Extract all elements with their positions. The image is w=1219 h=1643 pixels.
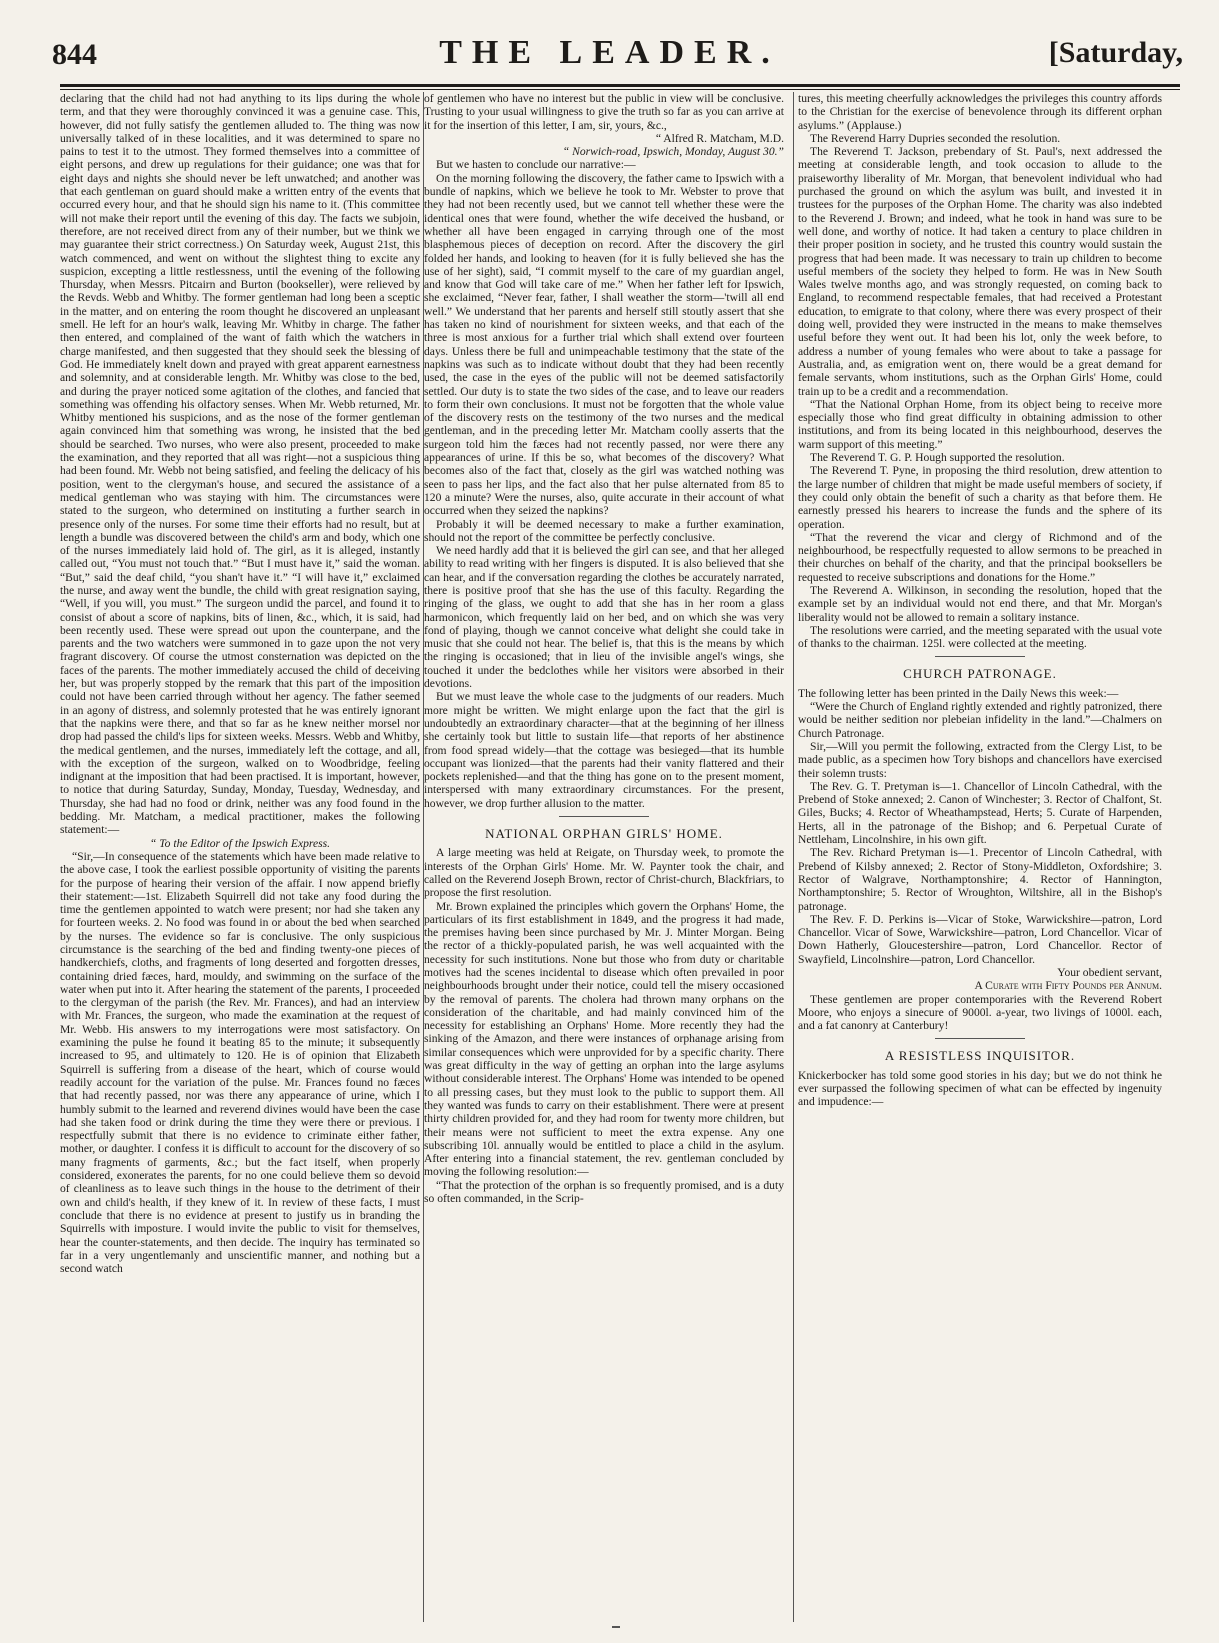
- section-title-resistless-inquisitor: A RESISTLESS INQUISITOR.: [884, 1048, 1076, 1064]
- article-paragraph: We need hardly add that it is believed the girl can see, and that her alleged ability to read writing with her fingers is disputed. It is also believed that she can hear, and if the conversation regarding the clothes be accurately narrated, there is positive proof that she has the use of this faculty. Regarding the ringing of the glass, we ought to add that she has in her room a glass harmonicon, which frequently laid on her bed, and on which she was very fond of playing, though we cannot conceive what delight she could take in music that she could not hear. The belief is, that this is the means by which the ringing is occasioned; that in lieu of the invisible angel's wings, she touched it under the bedclothes while her visitors were absorbed in their devotions.: [424, 544, 784, 691]
- letter-closing: Your obedient servant,: [1057, 966, 1162, 979]
- page-number: 844: [52, 38, 97, 71]
- letter-paragraph: of gentlemen who have no interest but the public in view will be conclusive. Trusting to your usual willingness to give the truth so far as you can arrive at it for the insertion of this letter, I am, sir, yours, &c.,: [424, 92, 784, 132]
- column-2: [424, 92, 784, 1622]
- resolution-quote: “That the reverend the vicar and clergy of Richmond and of the neighbourhood, be respectfully requested to allow sermons to be preached in their churches on behalf of the charity, and that the principal booksellers be requested to receive subscriptions and donations for the Home.”: [798, 530, 1162, 584]
- article-paragraph: The Reverend T. Jackson, prebendary of St. Paul's, next addressed the meeting at considerable length, and took occasion to allude to the praiseworthy liberality of Mr. Morgan, that benevolent individual who had purchased the ground on which the asylum was built, and invested it in trustees for the purposes of the Orphan Home. The charity was also indebted to the Reverend J. Brown; and indeed, what he took in hand was sure to be well done, and worthy of notice. It had taken a century to place children in their proper position in society, and he trusted this country would sustain the progress that had been made. It was necessary to train up children to become useful members of the society they helped to form. He was in New South Wales twelve months ago, and was strongly requested, on coming back to England, to recommend respectable females, that had received a Protestant education, to emigrate to that colony, where there was every prospect of their doing well, provided they were instructed in the means to make themselves useful before they went out. It had been his lot, only the week before, to address a number of young females who were about to take a passage for Australia, and, as emigration went on, there would be a great demand for female servants, whom institutions, such as the Orphan Girls' Home, could train up to be a credit and a recommendation.: [798, 145, 1162, 398]
- article-paragraph: The Reverend A. Wilkinson, in seconding the resolution, hoped that the example set by an individual would not end there, and that Mr. Morgan's liberality would not be allowed to remain a solitary instance.: [798, 583, 1162, 624]
- article-paragraph: The resolutions were carried, and the meeting separated with the usual vote of thanks to the chairman. 125l. were collected at the meeting.: [798, 623, 1162, 651]
- column-3: [798, 92, 1162, 1622]
- article-paragraph: But we hasten to conclude our narrative:—: [436, 158, 636, 172]
- article-paragraph: declaring that the child had not had anything to its lips during the whole term, and that they were thoroughly convinced it was a genuine case. This, however, did not fully satisfy the gentlemen alluded to. The thing was now universally talked of in these localities, and it was determined to spare no pains to test it to the utmost. They formed themselves into a committee of eight persons, and drew up regulations for their guidance; one was that for eight days and nights she should never be left unwatched; and another was that each gentleman on guard should make a written entry of the events that occurred every hour, and that he should sign his name to it. (This committee will not make their report until the evening of this day. The facts we subjoin, therefore, are not received direct from any of their number, but we think we may guarantee their strict correctness.) On Saturday week, August 21st, this watch commenced, and went on without the slightest thing to excite any suspicion, excepting a little restlessness, until the evening of the following Thursday, when Messrs. Pitcairn and Burton (bookseller), were relieved by the Revds. Webb and Whitby. The former gentleman had long been a sceptic in the matter, and on entering the room thought he discovered an unpleasant smell. He left for an hour's walk, leaving Mr. Whitby in charge. The father then entered, and complained of the want of faith which the watchers in charge manifested, and then suggested that they should seek the blessing of God. He immediately knelt down and prayed with great apparent earnestness and solemnity, and at considerable length. Mr. Whitby was close to the bed, and during the prayer noticed some agitation of the clothes, and fancied that something was offending his olfactory senses. When Mr. Webb returned, Mr. Whitby mentioned his suspicions, and as the nose of the former gentleman again convinced him that something was wrong, he insisted that the bed should be searched. Two nurses, who were also present, proceeded to make the examination, and they reported that all was right—not a suspicious thing had been found. Mr. Webb not being satisfied, and feeling the delicacy of his position, went to the clergyman's house, and secured the assistance of a medical gentleman who was staying with him. The circumstances were stated to the surgeon, who determined on instituting a further search in presence only of the nurses. For some time their efforts had no result, but at length a bundle was discovered between the child's arm and body, which one of the nurses immediately laid hold of. The girl, as it is alleged, instantly called out, “You must not touch that.” “But I must have it,” said the woman. “But,” said the deaf child, “you shan't have it.” “I will have it,” exclaimed the nurse, and away went the bundle, the child with great resignation saying, “Well, if you will, you must.” The surgeon undid the parcel, and found it to consist of about a score of napkins, bits of linen, &c., which, it is said, had been recently used. These were spread out upon the counterpane, and the parents and the two watchers were summoned in to gaze upon the not very fragrant discovery. Of course the utmost consternation was depicted on the faces of the parents. The mother immediately accused the child of deceiving her, but was properly stopped by the remark that this part of the imposition could not have been carried through without her agency. The father seemed in an agony of distress, and solemnly protested that he was entirely ignorant that the napkins were there, and that so far as he knew neither morsel nor drop had passed the child's lips for sixteen weeks. Messrs. Webb and Whitby, the medical gentlemen, and the nurses, immediately left the cottage, and all, with the exception of the surgeon, walked on to Woodbridge, feeling indignant at the imposition that had been practised. It is important, however, to notice that during Saturday, Sunday, Monday, Tuesday, Wednesday, and Thursday, she had had no food or drink, neither was any food found in the bedding. Mr. Matcham, a medical practitioner, makes the following statement:—: [60, 92, 420, 837]
- section-rule: [935, 656, 1025, 657]
- header-rule-thin: [60, 89, 1180, 90]
- article-paragraph: Knickerbocker has told some good stories in his day; but we do not think he ever surpassed the following specimen of what can be effected by ingenuity and impudence:—: [798, 1068, 1162, 1109]
- letter-signature: A Curate with Fifty Pounds per Annum.: [974, 979, 1162, 993]
- article-paragraph: The Reverend Harry Dupries seconded the resolution.: [810, 131, 1061, 145]
- article-paragraph: Mr. Brown explained the principles which govern the Orphans' Home, the particulars of its first establishment in 1849, and the progress it had made, the premises having been since purchased by Mr. J. Minter Morgan. Being the rector of a thickly-populated parish, he was well acquainted with the necessity for such institutions. None but those who from duty or charitable motives had the scenes incidental to disease which often prevailed in poor neighbourhoods brought under their notice, could tell the misery occasioned by the removal of parents. The cholera had thrown many orphans on the consideration of the charitable, and had mainly convinced him of the necessity for establishing an Orphans' Home. More recently they had the sinking of the Amazon, and there were instances of orphanage arising from similar consequences which were unprovided for by a specific charity. There was great difficulty in the way of getting an orphan into the large asylums without considerable interest. The Orphans' Home was intended to be opened to all pressing cases, but they must look to the public to support them. All they wanted was funds to carry on their establishment. There were at present thirty children provided for, and they had room for twenty more children, but their means were not sufficient to meet the extra expense. Any one subscribing 10l. annually would be entitled to place a child in the asylum. After entering into a financial statement, the rev. gentleman concluded by moving the following resolution:—: [424, 899, 784, 1179]
- letter-paragraph: The Rev. F. D. Perkins is—Vicar of Stoke, Warwickshire—patron, Lord Chancellor. Vicar of Sowe, Warwickshire—patron, Lord Chancellor. Vicar of Down Hatherly, Gloucestershire—patron, Lord Chancellor. Rector of Swayfield, Lincolnshire—patron, Lord Chancellor.: [798, 912, 1162, 966]
- article-paragraph: The Reverend T. Pyne, in proposing the third resolution, drew attention to the large number of children that might be made useful members of society, if they could only obtain the benefit of such a charity as that before them. He earnestly pressed his hearers to increase the funds and the sphere of its operation.: [798, 464, 1162, 531]
- article-paragraph: On the morning following the discovery, the father came to Ipswich with a bundle of napkins, which we believe he took to Mr. Webster to prove that they had not been recently used, but we cannot tell whether these were the identical ones that were found, whether the wife deceived the husband, or whether all have been engaged in carrying through one of the most blasphemous pieces of deception on record. After the discovery the girl folded her hands, and looking to heaven (for it is fully believed she has the use of her sight), said, “I commit myself to the care of my guardian angel, and know that God will take care of me.” When her father left for Ipswich, she exclaimed, “Never fear, father, I shall weather the storm—'twill all end well.” We understand that her parents and herself still stoutly assert that she has taken no kind of nourishment for sixteen weeks, and that each of the three is most anxious for a further trial which shall extend over fourteen days. Unless there be full and unimpeachable testimony that the state of the napkins was such as to indicate without doubt that they had been recently used, the case in the eyes of the public will not be deemed satisfactorily settled. Our duty is to state the two sides of the case, and to leave our readers to form their own conclusions. It must not be forgotten that the whole value of the discovery rests on the testimony of the two nurses and the medical gentleman, and in the preceding letter Mr. Matcham coolly asserts that the surgeon told him the fæces had not recently passed, nor were there any appearances of urine. If this be so, what becomes of the discovery? What becomes also of the fact that, closely as the girl was watched nothing was seen to pass her lips, and the fact also that her pulse alternated from 85 to 120 a minute? Were the nurses, also, quite accurate in their account of what occurred when they seized the napkins?: [424, 171, 784, 518]
- letter-signature: “ Alfred R. Matcham, M.D.: [655, 131, 784, 145]
- resolution-quote: “That the National Orphan Home, from its object being to receive more especially those who find great difficulty in obtaining admission to other institutions, and from its being located in this neighbourhood, deserves the warm support of this meeting.”: [798, 397, 1162, 451]
- letter-paragraph: The Rev. Richard Pretyman is—1. Precentor of Lincoln Cathedral, with Prebend of Kilsby annexed; 2. Rector of Stony-Middleton, Oxfordshire; 3. Rector of Walgrave, Northamptonshire; 4. Rector of Hannington, Northamptonshire; 5. Rector of Wroughton, Wiltshire, all in the Bishop's patronage.: [798, 846, 1162, 913]
- section-title-orphan-home: NATIONAL ORPHAN GIRLS' HOME.: [485, 826, 723, 842]
- section-title-church-patronage: CHURCH PATRONAGE.: [903, 666, 1057, 682]
- issue-day: [Saturday,: [1048, 36, 1183, 69]
- column-divider-2: [793, 92, 794, 1622]
- footer-mark: [612, 1626, 620, 1628]
- resolution-quote: tures, this meeting cheerfully acknowledges the privileges this country affords to the Christian for the exercise of benevolence through its different orphan asylums.” (Applause.): [798, 92, 1162, 132]
- letter-heading: “ To the Editor of the Ipswich Express.: [149, 836, 331, 850]
- section-rule: [935, 1038, 1025, 1039]
- letter-paragraph: The Rev. G. T. Pretyman is—1. Chancellor of Lincoln Cathedral, with the Prebend of Stoke annexed; 2. Canon of Winchester; 3. Rector of Chalfont, St. Giles, Bucks; 4. Rector of Wheathampstead, Herts; 5. Curate of Harpenden, Herts, all in the patronage of the Bishop; and 6. Perpetual Curate of Nettleham, Lincolnshire, in his own gift.: [798, 779, 1162, 847]
- article-paragraph: These gentlemen are proper contemporaries with the Reverend Robert Moore, who enjoys a sinecure of 9000l. a-year, two livings of 1000l. each, and a fat canonry at Canterbury!: [798, 992, 1162, 1033]
- letter-dateline: “ Norwich-road, Ipswich, Monday, August 30.”: [562, 145, 784, 159]
- epigraph-quote: “Were the Church of England rightly extended and rightly patronized, there would be neither sedition nor plebeian infidelity in the land.”—Chalmers on Church Patronage.: [798, 700, 1162, 740]
- column-1: [60, 92, 420, 1622]
- article-paragraph: The following letter has been printed in the Daily News this week:—: [798, 686, 1119, 700]
- header-rule: [60, 84, 1180, 87]
- letter-paragraph: Sir,—Will you permit the following, extracted from the Clergy List, to be made public, as a specimen how Tory bishops and chancellors have exercised their solemn trusts:: [798, 739, 1162, 780]
- section-rule: [559, 816, 649, 817]
- article-paragraph: The Reverend T. G. P. Hough supported the resolution.: [810, 451, 1065, 465]
- article-paragraph: Probably it will be deemed necessary to make a further examination, should not the report of the committee be perfectly conclusive.: [424, 517, 784, 544]
- article-paragraph: But we must leave the whole case to the judgments of our readers. Much more might be written. We might enlarge upon the fact that the girl is undoubtedly an extraordinary character—that at the beginning of her illness she certainly took but little to sustain life—that reports of her abstinence from food spread widely—that the cottage was besieged—that its humble occupant was lionized—that the parents had their vanity flattered and their pockets replenished—and that the thing has gone on to the present moment, interspersed with many extraordinary circumstances. For the present, however, we drop further allusion to the matter.: [424, 690, 784, 810]
- letter-paragraph: “Sir,—In consequence of the statements which have been made relative to the above case, I took the earliest possible opportunity of visiting the parents for the purpose of hearing their version of the affair. I now append briefly their statement:—1st. Elizabeth Squirrell did not take any food during the time the gentlemen appointed to watch were present; nor had she taken any for fourteen weeks. 2. No food was found in or about the bed when searched by the nurses. The evidence so far is conclusive. The only suspicious circumstance is the searching of the bed and finding twenty-one pieces of handkerchiefs, cloths, and fragments of long deserted and forgotten dresses, containing dried fæces, hard, mouldy, and swimming on the surface of the water when put into it. After hearing the statement of the parents, I proceeded to the clergyman of the parish (the Rev. Mr. Frances), and had an interview with Mr. Frances, the surgeon, who made the examination at the request of Mr. Webb. His answers to my interrogations were most satisfactory. On examining the pulse he found it beating 85 to the minute; it subsequently increased to 95, and ultimately to 120. He is of opinion that Elizabeth Squirrell is suffering from a disease of the heart, which of course would readily account for the variation of the pulse. Mr. Frances found no fæces that had recently passed, nor was there any appearance of urine, which I humbly submit to the learned and reverend divines would have been the case had she taken food or drink during the time they were there or previous. I respectfully submit that there is no evidence to criminate either father, mother, or daughter. I confess it is difficult to account for the discovery of so many fragments of garments, &c.; but the fact itself, when properly considered, exonerates the parents, for no one could believe them so devoid of cleanliness as to leave such things in the house to the detriment of their own and child's health, if they knew of it. In review of these facts, I must conclude that there is no evidence at present to justify us in branding the Squirrells with imposture. I would invite the public to visit for themselves, hear the counter-statements, and then decide. The inquiry has terminated so far in a very ungentlemanly and unscientific manner, and nothing but a second watch: [60, 849, 420, 1276]
- resolution-quote: “That the protection of the orphan is so frequently promised, and is a duty so often commanded, in the Scrip-: [424, 1178, 784, 1206]
- article-paragraph: A large meeting was held at Reigate, on Thursday week, to promote the interests of the Orphan Girls' Home. Mr. W. Paynter took the chair, and called on the Reverend Joseph Brown, rector of Christ-church, Blackfriars, to propose the first resolution.: [424, 846, 784, 900]
- newspaper-title: THE LEADER.: [439, 34, 780, 71]
